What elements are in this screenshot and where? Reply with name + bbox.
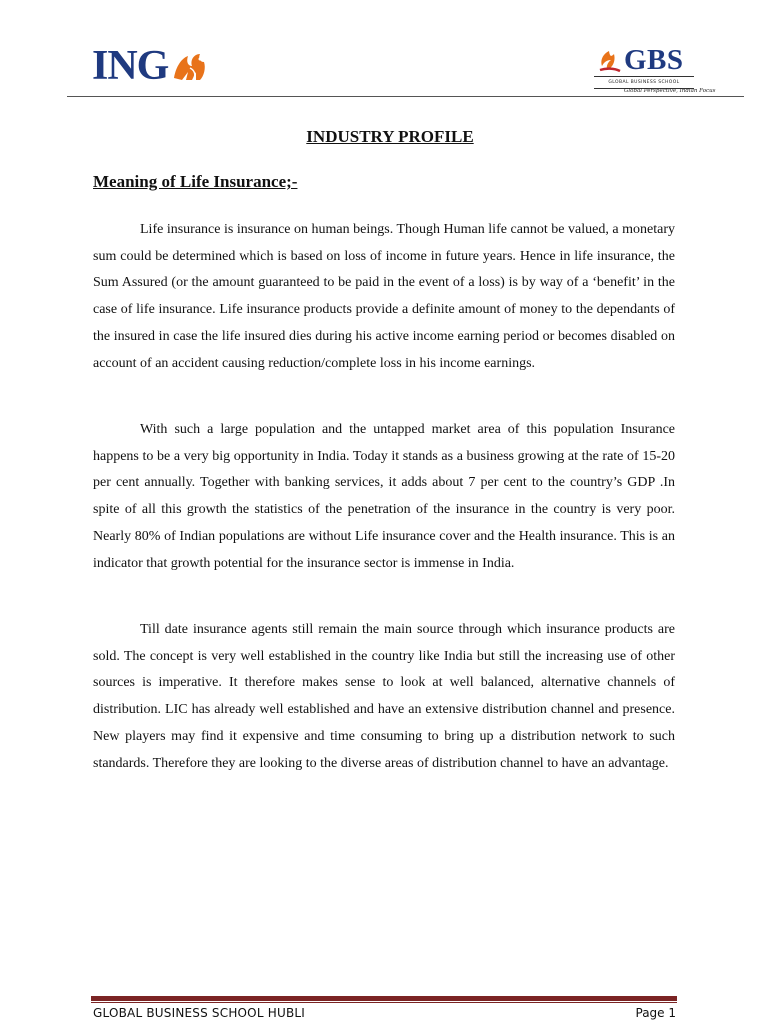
page-title: INDUSTRY PROFILE [306, 127, 474, 146]
gbs-logo-subtitle: GLOBAL BUSINESS SCHOOL [594, 76, 694, 89]
header-divider [67, 96, 744, 97]
lion-icon [170, 48, 212, 88]
gbs-logo-tagline: Global Perspective, Indian Focus [624, 88, 716, 94]
paragraph: Till date insurance agents still remain the main source through which insurance products are sold. The concept is very well established in the country like India but still the increasing use of other sources is imperative. It therefore makes sense to look at well balanced, alternative channels of distribution. LIC has already well established and have an extensive distribution channel and presence. New players may find it expensive and time consuming to bring up a distribution network to such standards. Therefore they are looking to the diverse areas of distribution channel to have an advantage. [93, 622, 675, 771]
footer-divider-thin [91, 1002, 677, 1003]
gbs-logo-text: GBS [624, 44, 684, 76]
page-header [0, 0, 768, 98]
gbs-emblem-icon [596, 48, 622, 74]
paragraph: With such a large population and the untapped market area of this population Insurance happens to be a very big opportunity in India. Today it stands as a business growing at the rate of 15-20 per cent annually. Together with banking services, it adds about 7 per cent to the country’s GDP .In spite of all this growth the statistics of the penetration of the insurance in the country is very poor. Nearly 80% of Indian populations are without Life insurance cover and the Health insurance. This is an indicator that growth potential for the insurance sector is immense in India. [93, 422, 675, 571]
page-number: Page 1 [635, 1006, 676, 1020]
gbs-logo [594, 44, 716, 98]
footer-divider [91, 996, 677, 1001]
paragraph: Life insurance is insurance on human beings. Though Human life cannot be valued, a monetary sum could be determined which is based on loss of income in future years. Hence in life insurance, the Sum Assured (or the amount guaranteed to be paid in the event of a loss) is by way of a ‘benefit’ in the case of life insurance. Life insurance products provide a definite amount of money to the dependants of the insured in case the life insured dies during his active income earning period or becomes disabled on account of an accident causing reduction/complete loss in his income earnings. [93, 222, 675, 371]
footer-school-name: GLOBAL BUSINESS SCHOOL HUBLI [93, 1006, 305, 1020]
section-heading: Meaning of Life Insurance;- [93, 172, 298, 191]
ing-logo [92, 44, 212, 96]
ing-logo-text: ING [92, 43, 169, 89]
